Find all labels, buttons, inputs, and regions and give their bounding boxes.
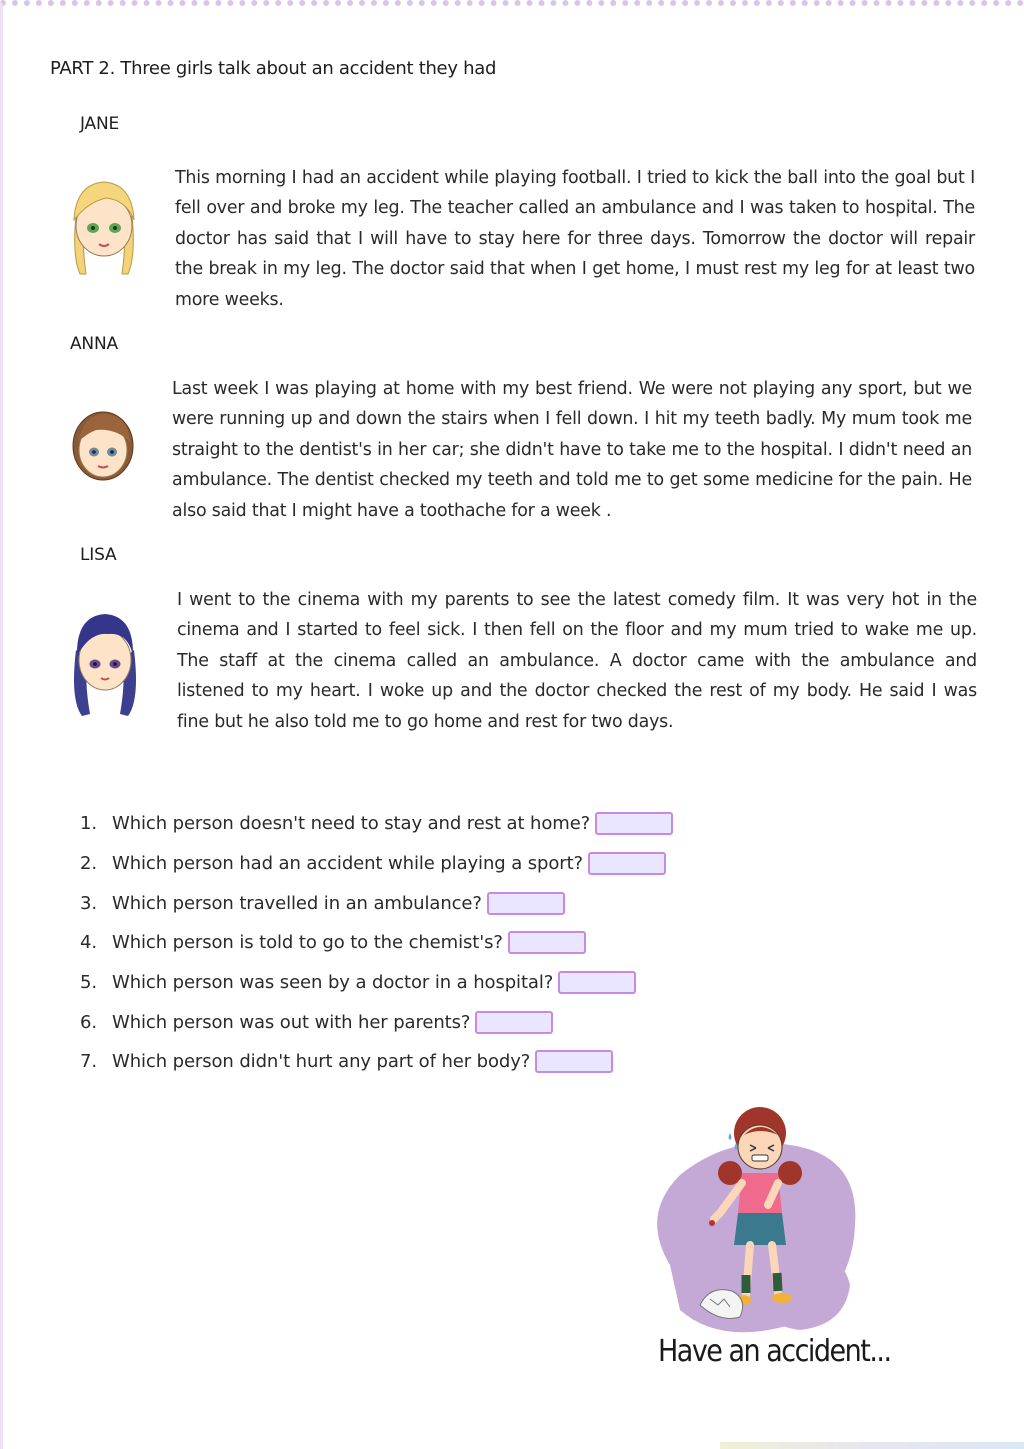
question-text: Which person travelled in an ambulance? (112, 892, 482, 914)
question-item (80, 804, 673, 844)
question-text: Which person was out with her parents? (112, 1011, 471, 1033)
question-list (80, 804, 673, 1082)
question-item (80, 883, 673, 923)
answer-box-6[interactable] (475, 1011, 553, 1034)
question-number: 6. (80, 1011, 97, 1033)
brown-haired-girl-avatar-icon (66, 404, 140, 484)
answer-box-5[interactable] (558, 971, 636, 994)
question-item (80, 1042, 673, 1082)
question-item (80, 923, 673, 963)
question-text: Which person had an accident while playing a sport? (112, 853, 583, 875)
answer-box-2[interactable] (588, 852, 666, 875)
question-item (80, 1002, 673, 1042)
question-text: Which person is told to go to the chemist's? (112, 932, 503, 954)
question-number: 5. (80, 972, 97, 994)
question-text: Which person didn't hurt any part of her body? (112, 1051, 531, 1073)
part-title: PART 2. Three girls talk about an accident they had (50, 58, 497, 79)
question-item (80, 844, 673, 884)
question-number: 3. (80, 892, 97, 914)
illustration-caption: Have an accident... (658, 1334, 891, 1369)
purple-haired-girl-avatar-icon (68, 610, 142, 720)
girl-name-lisa: LISA (80, 545, 117, 565)
answer-box-3[interactable] (487, 892, 565, 915)
blonde-girl-avatar-icon (66, 176, 142, 280)
question-text: Which person was seen by a doctor in a hospital? (112, 972, 554, 994)
story-anna: Last week I was playing at home with my best friend. We were not playing any sport, but we were running up and down the stairs when I fell down. I hit my teeth badly. My mum took me straight to the dentist's in her car; she didn't have to take me to the hospital. I didn't need an ambulance. The dentist checked my teeth and told me to get some medicine for the pain. He also said that I might have a toothache for a week . (172, 379, 972, 521)
footer-strip (720, 1442, 1024, 1449)
injured-girl-illustration-icon (640, 1095, 880, 1345)
girl-name-anna: ANNA (70, 334, 118, 354)
question-number: 7. (80, 1051, 97, 1073)
question-number: 2. (80, 853, 97, 875)
question-text: Which person doesn't need to stay and rest at home? (112, 813, 591, 835)
answer-box-1[interactable] (595, 812, 673, 835)
answer-box-7[interactable] (535, 1050, 613, 1073)
question-number: 4. (80, 932, 97, 954)
girl-name-jane: JANE (80, 114, 120, 134)
question-item (80, 963, 673, 1003)
story-jane: This morning I had an accident while playing football. I tried to kick the ball into the goal but I fell over and broke my leg. The teacher called an ambulance and I was taken to hospital. The doctor has said that I will have to stay here for three days. Tomorrow the doctor will repair the break in my leg. The doctor said that when I get home, I must rest my leg for at least two more weeks. (175, 168, 975, 310)
question-number: 1. (80, 813, 97, 835)
answer-box-4[interactable] (508, 931, 586, 954)
story-lisa: I went to the cinema with my parents to see the latest comedy film. It was very hot in the cinema and I started to feel sick. I then fell on the floor and my mum tried to wake me up. The staff at the cinema called an ambulance. A doctor came with the ambulance and listened to my heart. I woke up and the doctor checked the rest of my body. He said I was fine but he also told me to go home and rest for two days. (177, 590, 977, 732)
